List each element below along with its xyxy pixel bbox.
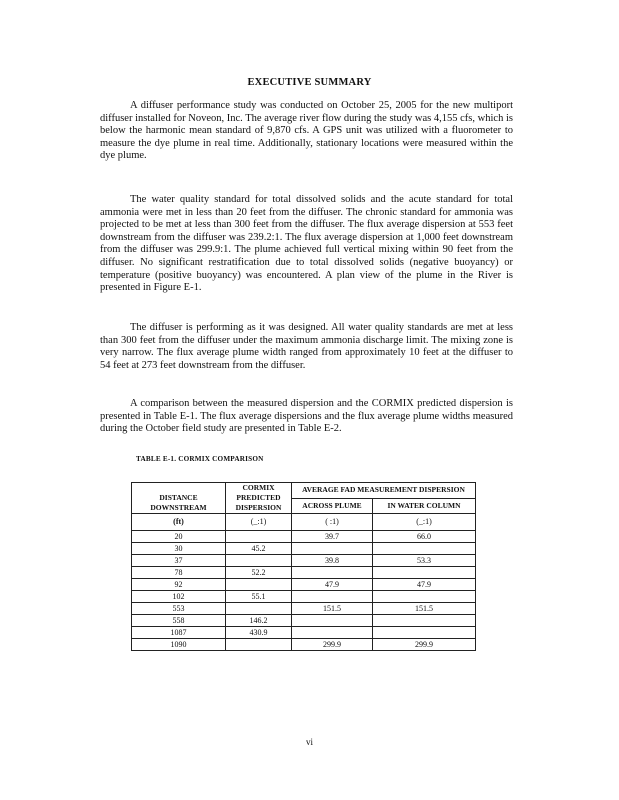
cell-across: 151.5 [292,603,373,615]
cell-cormix [226,603,292,615]
cell-inwater [373,627,476,639]
table-row [132,639,476,651]
header-cormix: CORMIX PREDICTED DISPERSION [226,483,292,514]
table-caption: TABLE E-1. CORMIX COMPARISON [136,455,264,463]
table-header-row [132,483,476,499]
cell-distance: 78 [132,567,226,579]
cell-inwater: 66.0 [373,531,476,543]
cell-cormix: 146.2 [226,615,292,627]
cell-across [292,591,373,603]
paragraph-study-overview [100,100,513,163]
paragraph-text: A comparison between the measured dispersion and the CORMIX predicted dispersion is presented in Table E-1. The flux average dispersions and the flux average plume widths measured during the October field study are presented in Table E-2. [100,398,513,435]
cell-distance: 1087 [132,627,226,639]
page-number: vi [305,737,313,747]
cell-across [292,543,373,555]
paragraph-text: The water quality standard for total dissolved solids and the acute standard for total ammonia were met in less than 20 feet from the diffuser. The chronic standard for ammonia was projected to be met at less than 300 feet from the diffuser. The flux average dispersion at 553 feet downstream from the diffuser was 239.2:1. The flux average dispersion at 1,000 feet downstream from the diffuser was 299.9:1. The plume achieved full vertical mixing within 90 feet from the diffuser. No significant restratification due to total dissolved solids (negative buoyancy) or temperature (positive buoyancy) was encountered. A plan view of the plume in the River is presented in Figure E-1. [100,194,513,294]
table-units-row [132,514,476,531]
unit-across: ( :1) [292,514,373,531]
table-row [132,555,476,567]
cormix-comparison-table [131,482,476,651]
cell-distance: 30 [132,543,226,555]
header-distance: DISTANCE DOWNSTREAM [132,483,226,514]
cell-inwater [373,543,476,555]
cell-across: 299.9 [292,639,373,651]
table-row [132,579,476,591]
table-row [132,603,476,615]
cell-cormix [226,639,292,651]
cell-across [292,615,373,627]
cell-cormix: 430.9 [226,627,292,639]
cell-distance: 558 [132,615,226,627]
table-row [132,615,476,627]
cell-inwater: 53.3 [373,555,476,567]
paragraph-performance [100,322,513,372]
header-in-water-column: IN WATER COLUMN [373,498,476,514]
cell-inwater [373,591,476,603]
cell-inwater [373,567,476,579]
cell-across: 39.8 [292,555,373,567]
cell-cormix [226,555,292,567]
unit-inwater: (_:1) [373,514,476,531]
header-fad: AVERAGE FAD MEASUREMENT DISPERSION [292,483,476,499]
cell-distance: 37 [132,555,226,567]
unit-cormix: (_:1) [226,514,292,531]
cell-cormix [226,531,292,543]
cell-inwater: 151.5 [373,603,476,615]
paragraph-text: The diffuser is performing as it was designed. All water quality standards are met at less than 300 feet from the diffuser under the maximum ammonia discharge limit. The mixing zone is very narrow. The flux average plume width ranged from approximately 10 feet at the diffuser to 54 feet at 273 feet downstream from the diffuser. [100,322,513,371]
page-title: EXECUTIVE SUMMARY [247,77,372,88]
header-across-plume: ACROSS PLUME [292,498,373,514]
cell-cormix [226,579,292,591]
cell-across [292,567,373,579]
cell-inwater: 299.9 [373,639,476,651]
cell-distance: 20 [132,531,226,543]
cell-distance: 102 [132,591,226,603]
cell-inwater [373,615,476,627]
table-row [132,591,476,603]
cell-inwater: 47.9 [373,579,476,591]
cell-across: 39.7 [292,531,373,543]
table-row [132,627,476,639]
unit-distance: (ft) [132,514,226,531]
table-row [132,567,476,579]
cell-distance: 92 [132,579,226,591]
paragraph-water-quality [100,194,513,295]
table-row [132,531,476,543]
cell-across [292,627,373,639]
cell-cormix: 52.2 [226,567,292,579]
table-row [132,543,476,555]
cell-distance: 553 [132,603,226,615]
cell-cormix: 55.1 [226,591,292,603]
cell-distance: 1090 [132,639,226,651]
cell-across: 47.9 [292,579,373,591]
cell-cormix: 45.2 [226,543,292,555]
paragraph-text: A diffuser performance study was conducted on October 25, 2005 for the new multiport diffuser installed for Noveon, Inc. The average river flow during the study was 4,155 cfs, which is below the harmonic mean standard of 9,870 cfs. A GPS unit was utilized with a fluorometer to measure the dye plume in real time. Additionally, stationary locations were measured within the dye plume. [100,100,513,162]
paragraph-comparison [100,398,513,436]
